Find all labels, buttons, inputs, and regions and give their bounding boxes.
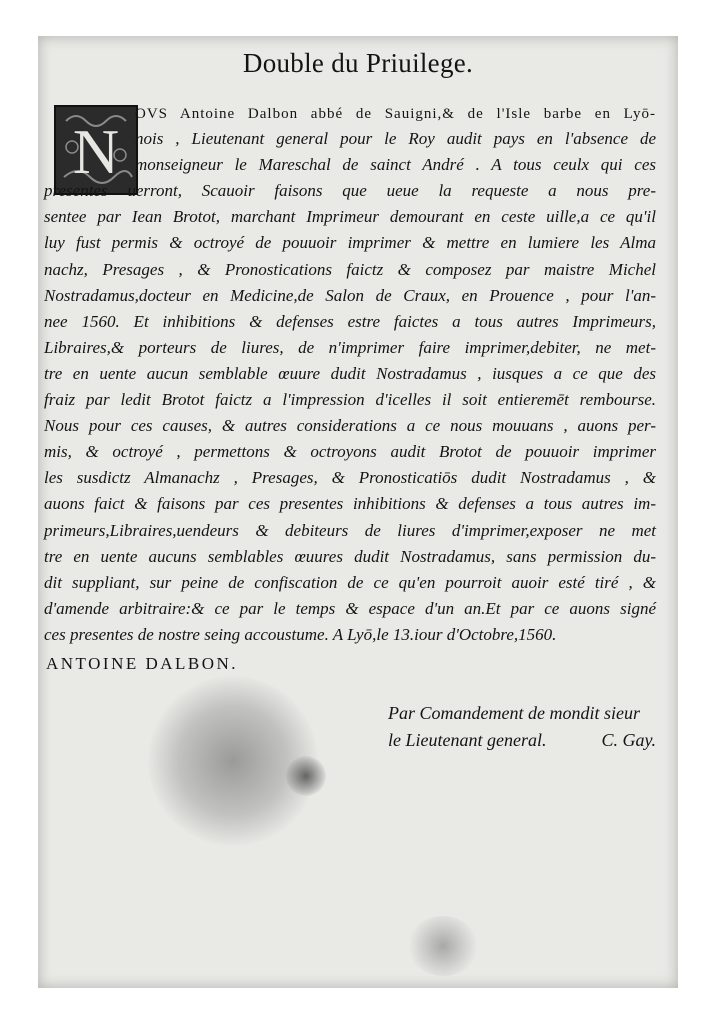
svg-text:N: N bbox=[72, 116, 120, 187]
text-line: les susdictz Almanachz , Presages, & Pronosticatiōs dudit Nostradamus , & bbox=[44, 468, 656, 488]
text-line: dit suppliant, sur peine de confiscation de ce qu'en pourroit auoir esté tiré , & bbox=[44, 572, 656, 592]
text-line: primeurs,Libraires,uendeurs & debiteurs de liures d'imprimer,exposer ne met bbox=[44, 520, 656, 540]
text-line: sentee par Iean Brotot, marchant Imprimeur demourant en ceste uille,a ce qu'il bbox=[44, 207, 656, 227]
text-line: d'amende arbitraire:& ce par le temps & espace d'un an.Et par ce auons signé bbox=[44, 598, 656, 618]
text-line: mis, & octroyé , permettons & octroyons audit Brotot de pouuoir imprimer bbox=[44, 442, 656, 462]
text-line: tre en uente aucun semblable œuure dudit Nostradamus , iusques a ce que des bbox=[44, 363, 656, 383]
secretary-signature: C. Gay. bbox=[601, 730, 656, 750]
text-line: auons faict & faisons par ces presentes inhibitions & defenses a tous autres im- bbox=[44, 494, 656, 514]
page bbox=[38, 36, 678, 988]
text-line: tre en uente aucuns semblables œuures dudit Nostradamus, sans permission du- bbox=[44, 546, 656, 566]
text-line: presentes uerront, Scauoir faisons que ueue la requeste a nous pre- bbox=[44, 181, 656, 201]
text-line: Nous pour ces causes, & autres considerations a ce nous mouuans , auons per- bbox=[44, 416, 656, 436]
text-line: nois , Lieutenant general pour le Roy audit pays en l'absence de bbox=[135, 129, 656, 149]
ink-stain-small bbox=[286, 756, 326, 796]
ink-stain-low bbox=[408, 916, 478, 976]
command-line-2 bbox=[388, 727, 656, 754]
signer-name: ANTOINE DALBON. bbox=[46, 654, 239, 673]
text-line: Libraires,& porteurs de liures, de n'imprimer faire imprimer,debiter, ne met- bbox=[44, 337, 656, 357]
command-line: Par Comandement de mondit sieur bbox=[388, 703, 640, 723]
text-line: ces presentes de nostre seing accoustume. A Lyō,le 13.iour d'Octobre,1560. bbox=[44, 624, 557, 644]
text-line: nachz, Presages , & Pronostications faictz & composez par maistre Michel bbox=[44, 259, 656, 279]
command-block bbox=[388, 700, 656, 754]
text-line: luy fust permis & octroyé de pouuoir imprimer & mettre en lumiere les Alma bbox=[44, 233, 656, 253]
text-line: Nostradamus,docteur en Medicine,de Salon de Craux, en Prouence , pour l'an- bbox=[44, 285, 656, 305]
text-line: fraiz par ledit Brotot faictz a l'impression d'icelles il soit entieremēt rembourse. bbox=[44, 390, 656, 410]
text-line: OVS Antoine Dalbon abbé de Sauigni,& de l'Isle barbe en Lyō- bbox=[135, 106, 656, 122]
ink-stain bbox=[148, 676, 318, 846]
command-line: le Lieutenant general. bbox=[388, 730, 547, 750]
text-line: nee 1560. Et inhibitions & defenses estre faictes a tous autres Imprimeurs, bbox=[44, 311, 656, 331]
text-line: monseigneur le Mareschal de sainct André . A tous ceulx qui ces bbox=[135, 155, 656, 175]
page-title: Double du Priuilege. bbox=[242, 48, 474, 78]
privilege-text bbox=[44, 100, 656, 648]
